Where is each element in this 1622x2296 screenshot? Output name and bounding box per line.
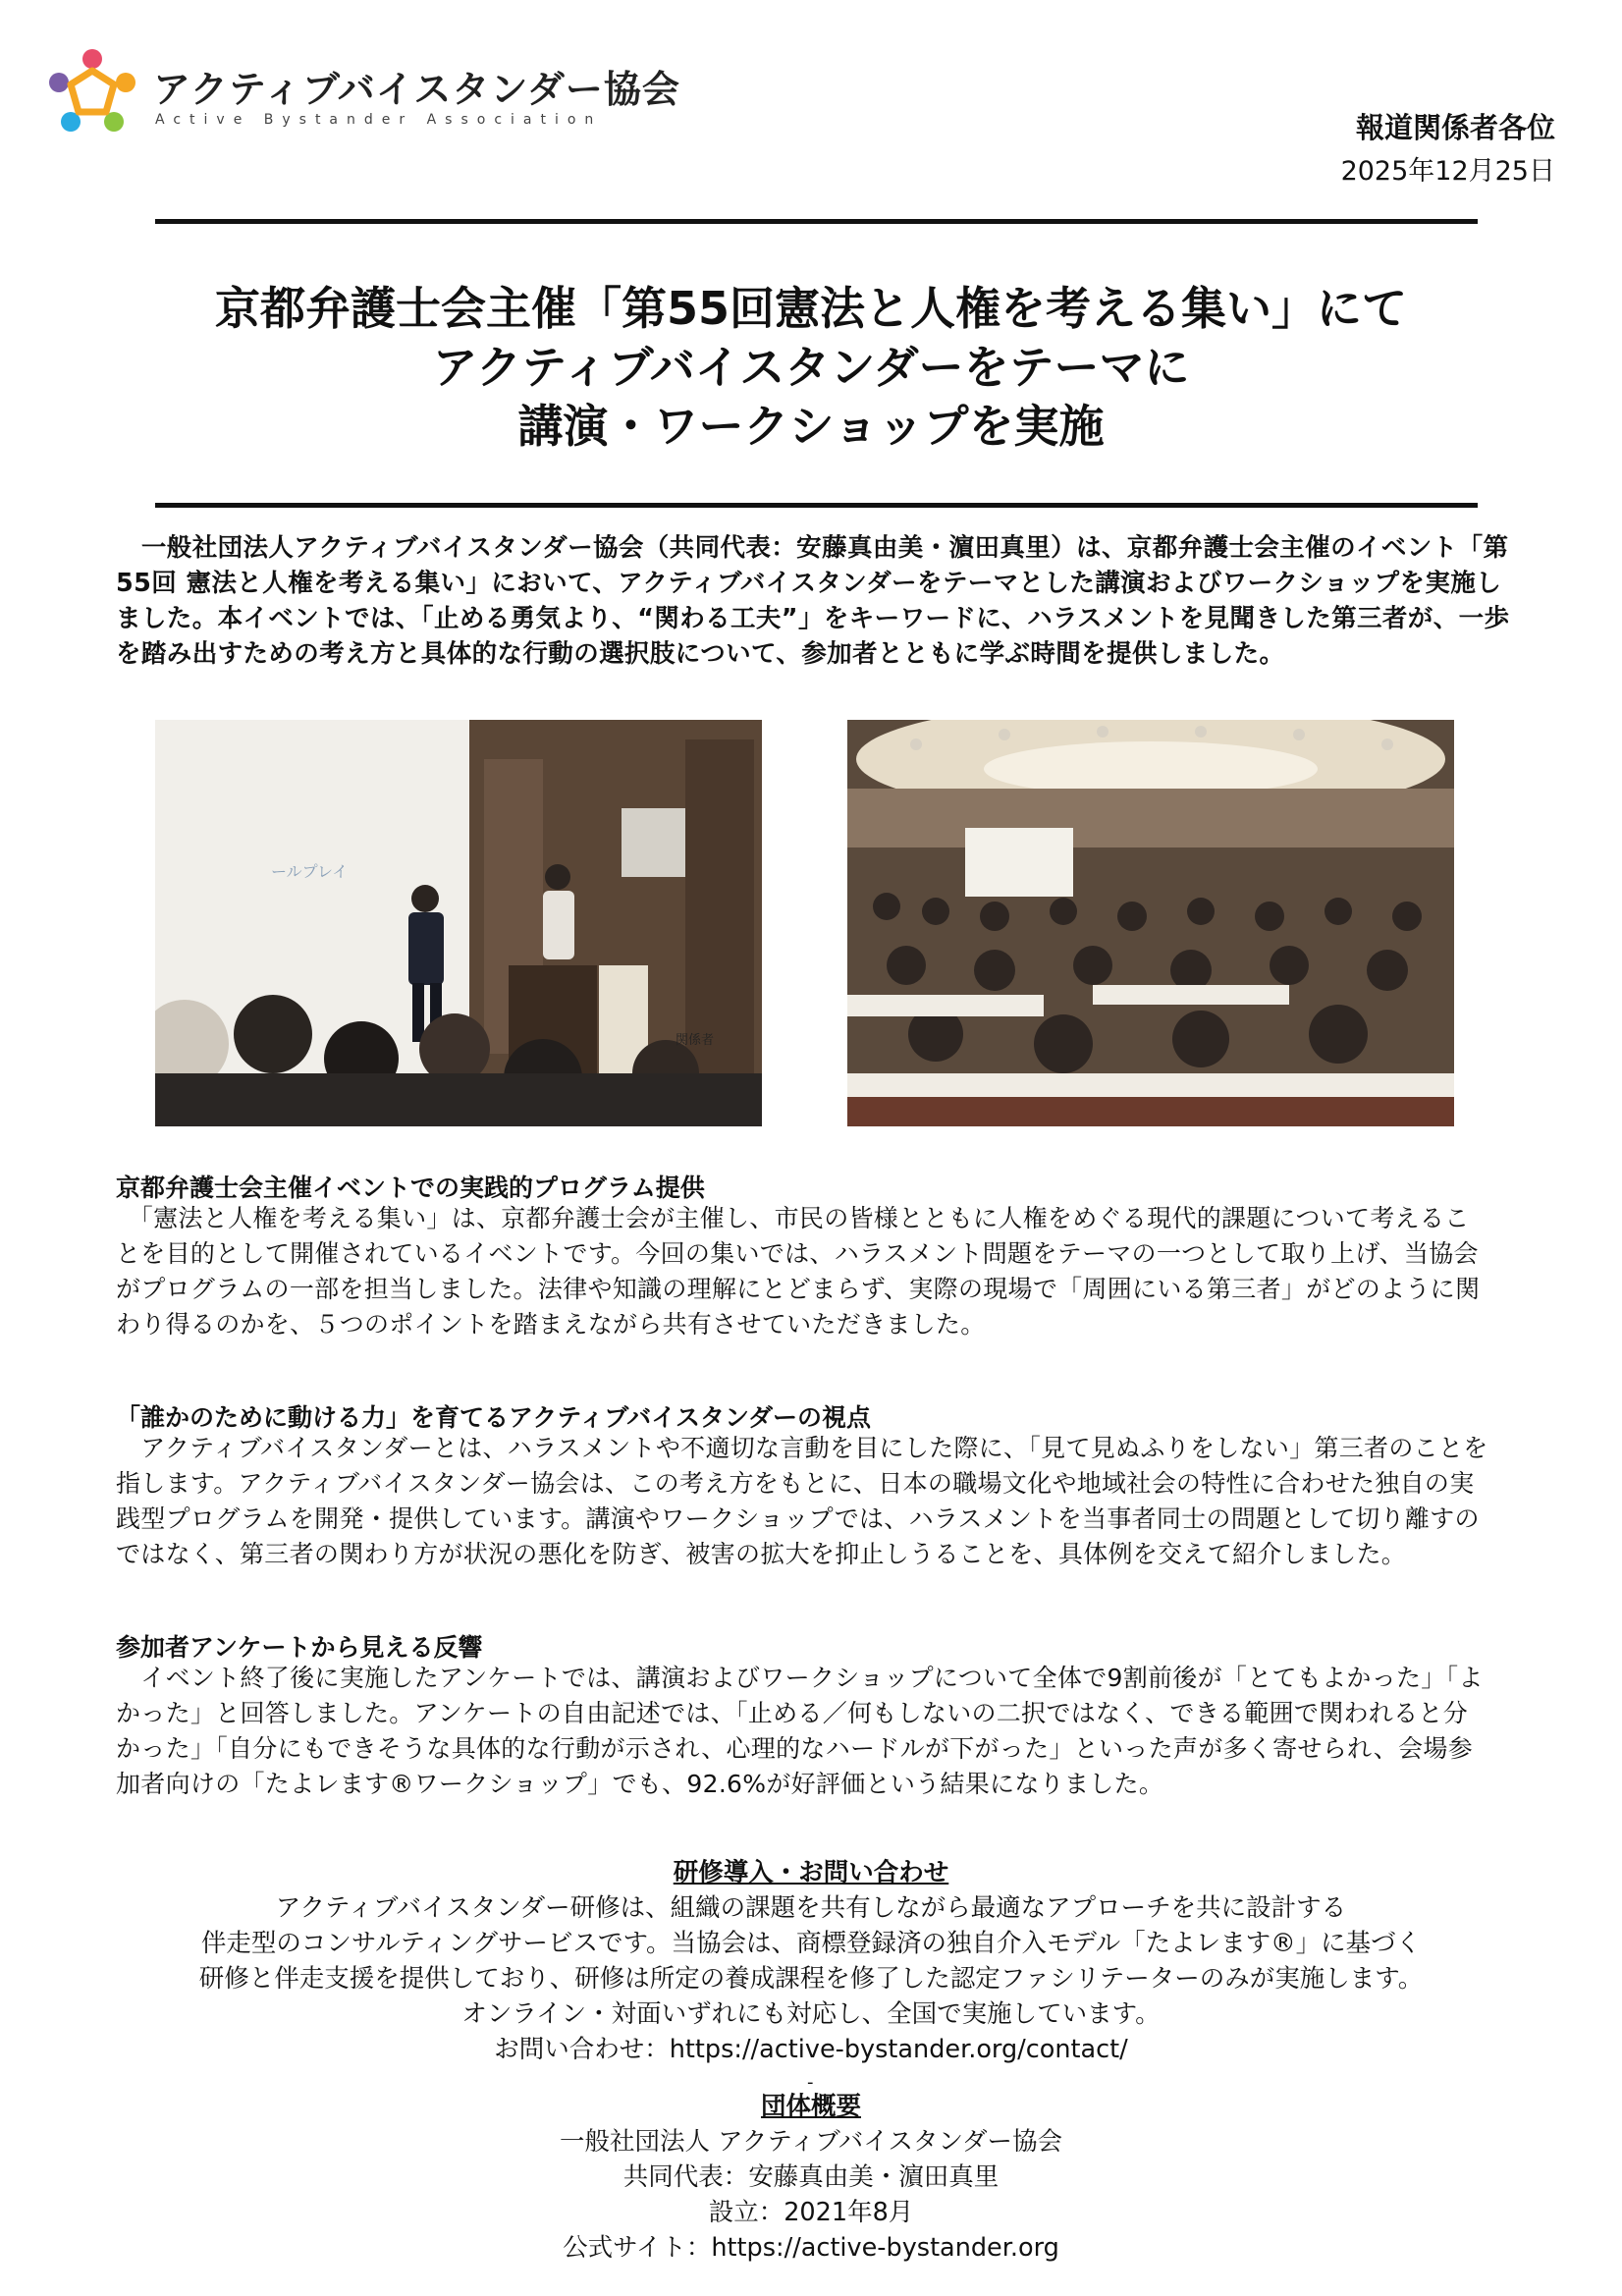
- headline-divider: [155, 503, 1478, 508]
- event-photo-audience: [847, 720, 1454, 1126]
- contact-line-1: アクティブバイスタンダー研修は、組織の課題を共有しながら最適なアプローチを共に設計する: [275, 1893, 1347, 1923]
- contact-heading: 研修導入・お問い合わせ: [673, 1858, 949, 1887]
- section-heading-program: 京都弁護士会主催イベントでの実践的プログラム提供: [116, 1174, 705, 1202]
- contact-line-3: 研修と伴走支援を提供しており、研修は所定の養成課程を修了した認定ファシリテーターのみが実施します。: [198, 1964, 1424, 1994]
- logo-title: アクティブバイスタンダー協会: [153, 68, 680, 111]
- headline-line-1: 京都弁護士会主催「第55回憲法と人権を考える集い」にて: [214, 282, 1407, 335]
- organization-logo: [45, 45, 680, 134]
- section-heading-perspective: 「誰かのために動ける力」を育てるアクティブバイスタンダーの視点: [116, 1403, 872, 1432]
- separator-dash: -: [807, 2072, 814, 2093]
- release-date: 2025年12月25日: [1340, 156, 1555, 187]
- recipient-label: 報道関係者各位: [1355, 111, 1555, 144]
- overview-heading: 団体概要: [760, 2092, 861, 2121]
- contact-line-4: オンライン・対面いずれにも対応し、全国で実施しています。: [461, 1999, 1161, 2029]
- organization-overview: [98, 2089, 1524, 2266]
- contact-line-2: 伴走型のコンサルティングサービスです。当協会は、商標登録済の独自介入モデル「たよレます®」に基づく: [200, 1929, 1422, 1958]
- press-release-headline: [98, 279, 1524, 456]
- slide-text: ールプレイ: [271, 862, 349, 881]
- headline-line-2: アクティブバイスタンダーをテーマに: [432, 341, 1190, 394]
- section-body-program: 「憲法と人権を考える集い」は、京都弁護士会が主催し、市民の皆様とともに人権をめぐる現代的課題について考えることを目的として開催されているイベントです。今回の集いでは、ハラスメント問題をテーマの一つとして取り上げ、当協会がプログラムの一部を担当しました。法律や知識の理解にとどまらず、実際の現場で「周囲にいる第三者」がどのように関わり得るのかを、５つのポイントを踏まえながら共有させていただきました。: [116, 1204, 1481, 1339]
- section-heading-survey: 参加者アンケートから見える反響: [116, 1633, 483, 1662]
- panel-sign-text: 関係者: [676, 1033, 715, 1048]
- section-body-survey: イベント終了後に実施したアンケートでは、講演およびワークショップについて全体で9割前後が「とてもよかった」「よかった」と回答しました。アンケートの自由記述では、「止める／何もしないの二択ではなく、できる範囲で関われると分かった」「自分にもできそうな具体的な行動が示され、心理的なハードルが下がった」といった声が多く寄せられ、会場参加者向けの「たよレます®ワークショップ」でも、92.6%が好評価という結果になりました。: [116, 1664, 1484, 1798]
- lead-paragraph: 一般社団法人アクティブバイスタンダー協会（共同代表：安藤真由美・濵田真里）は、京都弁護士会主催のイベント「第55回 憲法と人権を考える集い」において、アクティブバイスタンダーをテーマとした講演およびワークショップを実施しました。本イベントでは、「止める勇気より、“関わる工夫”」をキーワードに、ハラスメントを見聞きした第三者が、一歩を踏み出すための考え方と具体的な行動の選択肢について、参加者とともに学ぶ時間を提供しました。: [116, 533, 1510, 669]
- contact-block: [98, 1855, 1524, 2067]
- event-photo-speakers: [155, 720, 762, 1126]
- logo-mark-icon: [45, 45, 139, 139]
- top-divider: [155, 219, 1478, 224]
- headline-line-3: 講演・ワークショップを実施: [517, 400, 1105, 453]
- overview-representatives: 共同代表：安藤真由美・濵田真里: [622, 2162, 1000, 2192]
- logo-subtitle: Active Bystander Association: [155, 112, 603, 128]
- contact-url[interactable]: お問い合わせ：https://active-bystander.org/contact/: [494, 2035, 1128, 2064]
- overview-founded: 設立：2021年8月: [708, 2198, 914, 2227]
- overview-org-name: 一般社団法人 アクティブバイスタンダー協会: [560, 2127, 1062, 2157]
- section-body-perspective: アクティブバイスタンダーとは、ハラスメントや不適切な言動を目にした際に、「見て見ぬふりをしない」第三者のことを指します。アクティブバイスタンダー協会は、この考え方をもとに、日本の職場文化や地域社会の特性に合わせた独自の実践型プログラムを開発・提供しています。講演やワークショップでは、ハラスメントを当事者同士の問題として切り離すのではなく、第三者の関わり方が状況の悪化を防ぎ、被害の拡大を抑止しうることを、具体例を交えて紹介しました。: [116, 1434, 1488, 1568]
- overview-website[interactable]: 公式サイト：https://active-bystander.org: [563, 2233, 1059, 2263]
